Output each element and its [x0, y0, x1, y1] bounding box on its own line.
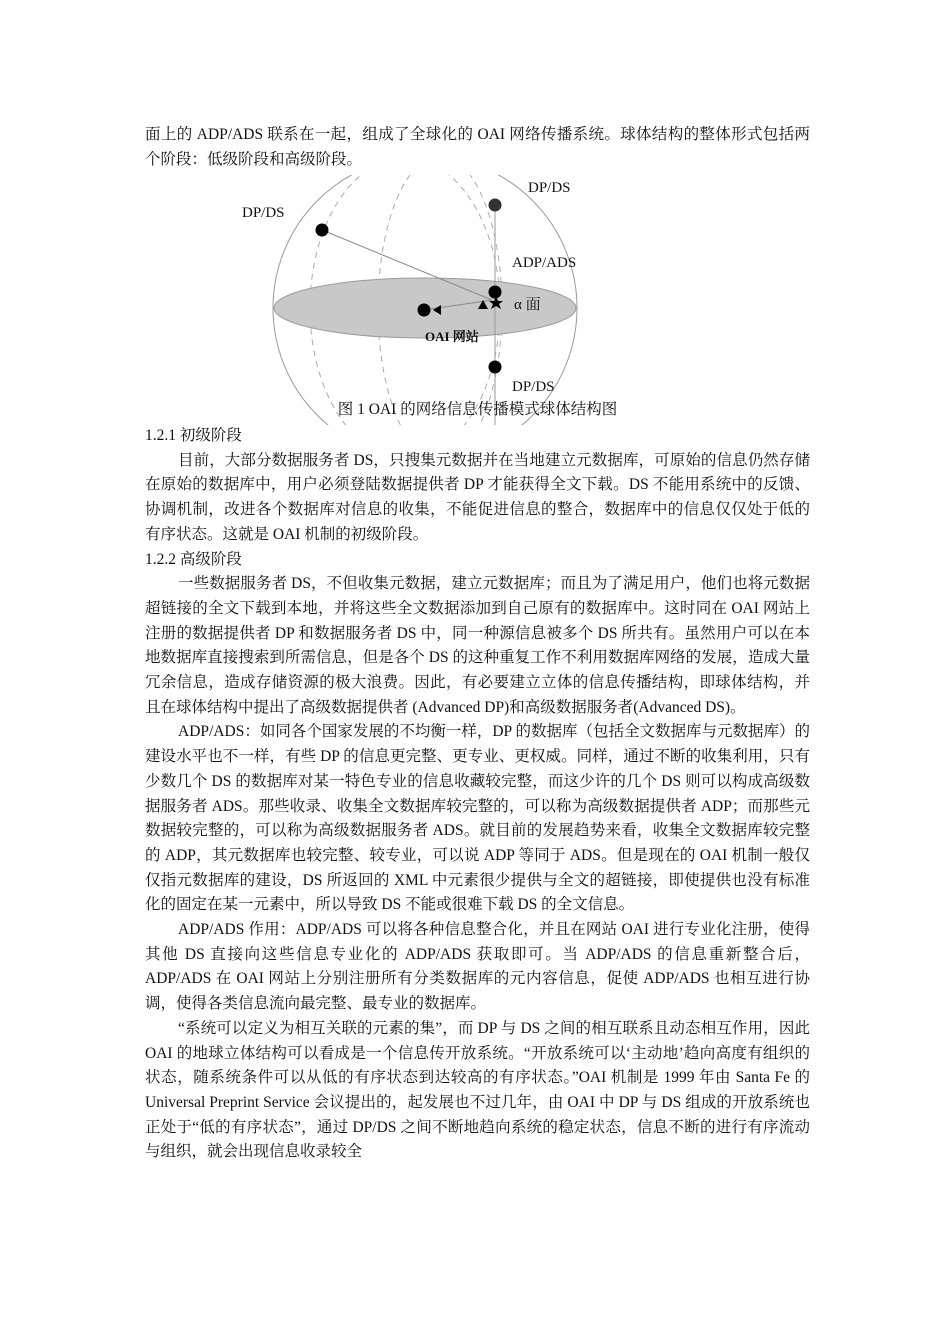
sphere-diagram — [230, 175, 630, 425]
label-alpha-plane: α 面 — [514, 297, 541, 313]
intro-text — [145, 123, 810, 172]
paragraph: 目前，大部分数据服务者 DS，只搜集元数据并在当地建立元数据库，可原始的信息仍然存储在原始的数据库中，用户必须登陆数据提供者 DP 才能获得全文下载。DS 不能用系统中的反馈、协调机制，改进各个数据库对信息的收集，不能促进信息的整合，数据库中的信息仅仅处于低的有序状态。这就是 OAI 机制的初级阶段。 — [145, 451, 810, 543]
intro-paragraph: 面上的 ADP/ADS 联系在一起，组成了全球化的 OAI 网络传播系统。球体结构的整体形式包括两个阶段：低级阶段和高级阶段。 — [145, 126, 810, 168]
section-heading: 1.2.1 初级阶段 — [145, 427, 242, 444]
label-top-right: DP/DS — [528, 180, 571, 196]
main-text — [145, 424, 810, 1165]
label-bottom: DP/DS — [512, 379, 555, 395]
paragraph: ADP/ADS：如同各个国家发展的不均衡一样，DP 的数据库（包括全文数据库与元数据库）的建设水平也不一样，有些 DP 的信息更完整、更专业、更权威。同样，通过不断的收集利用，只有少数几个 DS 的数据库对某一特色专业的信息收藏较完整，而这少许的几个 DS 则可以构成高级数据服务者 ADS。那些收录、收集全文数据库较完整的，可以称为高级数据提供者 ADP；而那些元数据较完整的，可以称为高级数据服务者 ADS。就目前的发展趋势来看，收集全文数据库较完整的 ADP，其元数据库也较完整、较专业，可以说 ADP 等同于 ADS。但是现在的 OAI 机制一般仅仅指元数据库的建设，DS 所返回的 XML 中元素很少提供与全文的超链接，即使提供也没有标准化的固定在某一元素中，所以导致 DS 不能或很难下载 DS 的全文信息。 — [145, 723, 810, 914]
section-heading: 1.2.2 高级阶段 — [145, 550, 242, 568]
node-oai-site — [418, 304, 431, 317]
label-top-left: DP/DS — [242, 205, 285, 221]
sphere-svg — [230, 175, 630, 425]
label-oai-site: OAI 网站 — [425, 329, 479, 344]
paragraph: “系统可以定义为相互关联的元素的集”，而 DP 与 DS 之间的相互联系且动态相互作用，因此 OAI 的地球立体结构可以看成是一个信息传开放系统。“开放系统可以‘主动地’趋向高度有组织的状态，随系统条件可以从低的有序状态到达较高的有序状态。”OAI 机制是 1999 年由 Santa Fe 的 Universal Preprint Service 会议提出的，起发展也不过几年，由 OAI 中 DP 与 DS 组成的开放系统也正处于“低的有序状态”，通过 DP/DS 之间不断地趋向系统的稳定状态，信息不断的进行有序流动与组织，就会出现信息收录较全 — [145, 1019, 810, 1161]
label-adp-ads: ADP/ADS — [512, 255, 577, 271]
paragraph: ADP/ADS 作用：ADP/ADS 可以将各种信息整合化，并且在网站 OAI 进行专业化注册，使得其他 DS 直接向这些信息专业化的 ADP/ADS 获取即可。当 ADP/ADS 的信息重新整合后，ADP/ADS 在 OAI 网站上分别注册所有分类数据库的元内容信息，促使 ADP/ADS 也相互进行协调，使得各类信息流向最完整、最专业的数据库。 — [145, 921, 810, 1013]
paragraph: 一些数据服务者 DS，不但收集元数据，建立元数据库；而且为了满足用户，他们也将元数据超链接的全文下载到本地，并将这些全文数据添加到自己原有的数据库中。这时同在 OAI 网站上注册的数据提供者 DP 和数据服务者 DS 中，同一种源信息被多个 DS 所共有。虽然用户可以在本地数据库直接搜索到所需信息，但是各个 DS 的这种重复工作不利用数据库网络的发展，造成大量冗余信息，造成存储资源的极大浪费。因此，有必要建立立体的信息传播结构，即球体结构，并且在球体结构中提出了高级数据提供者 (Advanced DP)和高级数据服务者(Advanced DS)。 — [145, 575, 810, 716]
node-adp-ads — [489, 286, 502, 299]
node-dp-ds-top-right — [489, 199, 502, 212]
figure-caption: 图 1 OAI 的网络信息传播模式球体结构图 — [337, 401, 618, 418]
node-dp-ds-bottom — [489, 361, 502, 374]
node-dp-ds-top-left — [316, 224, 329, 237]
